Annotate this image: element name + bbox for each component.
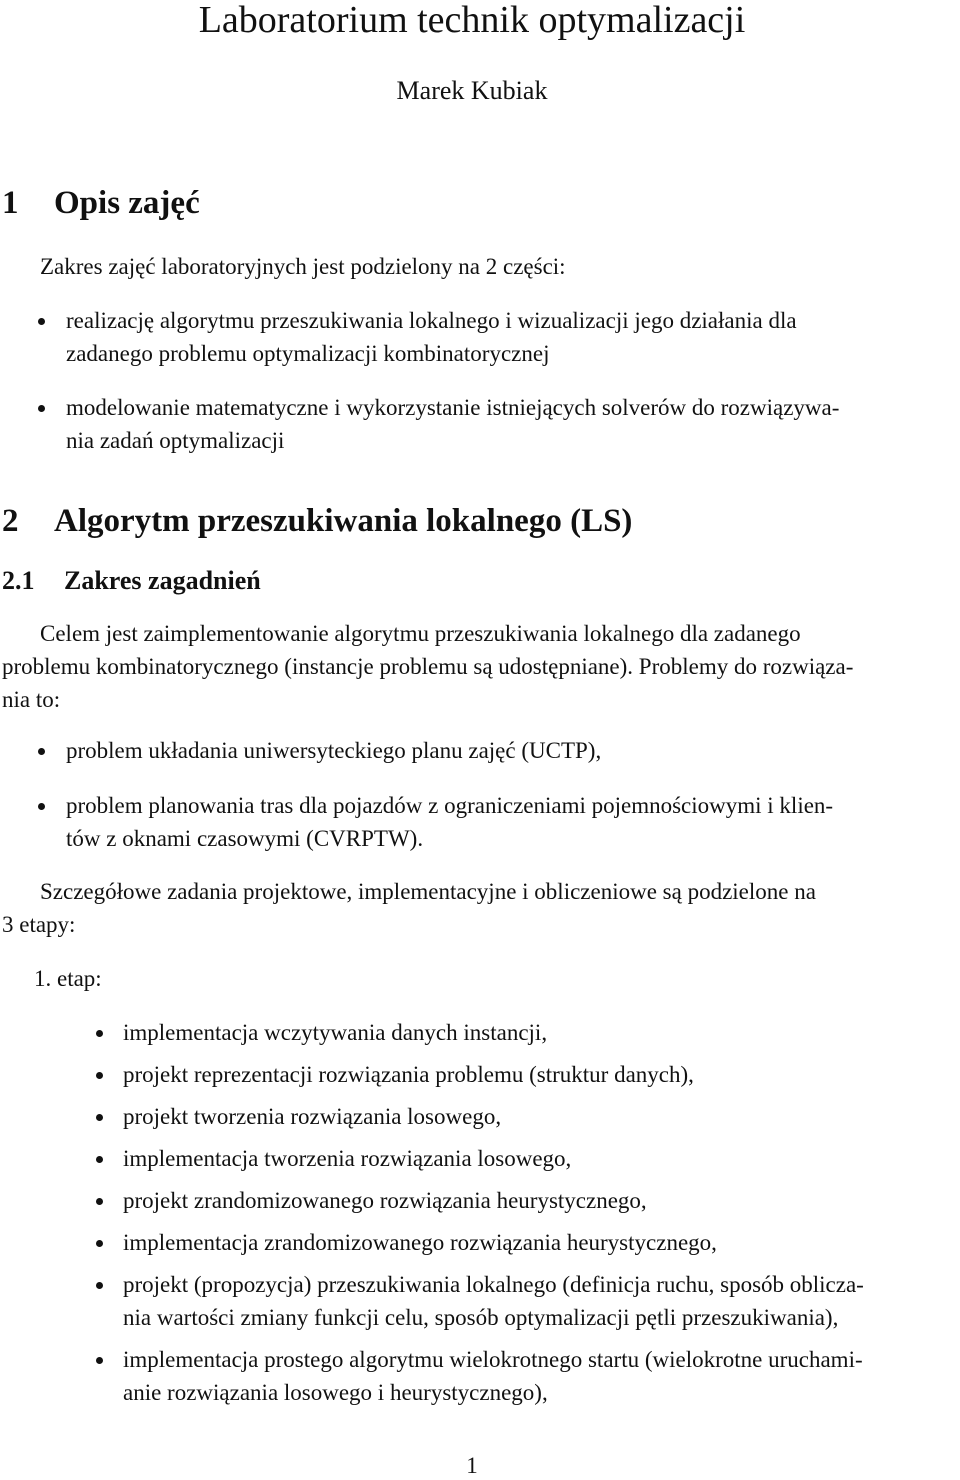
bullet-icon [38, 405, 45, 412]
list-item-line: projekt tworzenia rozwiązania losowego, [123, 1104, 502, 1129]
bullet-icon [96, 1282, 103, 1289]
list-item-line: realizację algorytmu przeszukiwania lokalnego i wizualizacji jego działania dla [66, 308, 797, 333]
list-item-line: problem układania uniwersyteckiego planu zajęć (UCTP), [66, 738, 602, 763]
page-number: 1 [466, 1453, 478, 1478]
author-name: Marek Kubiak [396, 76, 548, 105]
list-item-line: tów z oknami czasowymi (CVRPTW). [66, 826, 424, 851]
section-1-heading [2, 184, 200, 222]
section-1-intro: Zakres zajęć laboratoryjnych jest podzielony na 2 części: [40, 254, 566, 279]
bullet-icon [96, 1156, 103, 1163]
section-1-title: Opis zajęć [54, 185, 200, 221]
list-item-line: projekt reprezentacji rozwiązania problemu (struktur danych), [123, 1062, 694, 1087]
bullet-icon [38, 318, 45, 325]
bullet-icon [96, 1198, 103, 1205]
bullet-icon [38, 748, 45, 755]
section-2-title: Algorytm przeszukiwania lokalnego (LS) [54, 503, 633, 539]
list-item-line: implementacja prostego algorytmu wielokrotnego startu (wielokrotne uruchami- [123, 1347, 863, 1372]
list-item-line: modelowanie matematyczne i wykorzystanie istniejących solverów do rozwiązywa- [66, 395, 840, 420]
document-title: Laboratorium technik optymalizacji [198, 0, 746, 41]
paragraph-line: nia to: [2, 687, 61, 712]
bullet-icon [96, 1240, 103, 1247]
bullet-icon [38, 803, 45, 810]
list-item-line: projekt (propozycja) przeszukiwania lokalnego (definicja ruchu, sposób oblicza- [123, 1272, 864, 1297]
bullet-icon [96, 1114, 103, 1121]
paragraph-line: Szczegółowe zadania projektowe, implementacyjne i obliczeniowe są podzielone na [40, 879, 816, 904]
subsection-2-1-title: Zakres zagadnień [64, 566, 261, 595]
list-item-line: zadanego problemu optymalizacji kombinatorycznej [66, 341, 550, 366]
stage-1-label: 1. etap: [34, 966, 102, 991]
paragraph-line: Celem jest zaimplementowanie algorytmu przeszukiwania lokalnego dla zadanego [40, 621, 801, 646]
bullet-icon [96, 1357, 103, 1364]
paragraph-line: problemu kombinatorycznego (instancje problemu są udostępniane). Problemy do rozwiąza- [2, 654, 854, 679]
list-item-line: problem planowania tras dla pojazdów z ograniczeniami pojemnościowymi i klien- [66, 793, 834, 818]
list-item-line: implementacja wczytywania danych instancji, [123, 1020, 548, 1045]
subsection-2-1-number: 2.1 [2, 566, 35, 595]
section-2-heading [2, 502, 632, 540]
list-item-line: nia wartości zmiany funkcji celu, sposób optymalizacji pętli przeszukiwania), [123, 1305, 839, 1330]
list-item-line: anie rozwiązania losowego i heurystycznego), [123, 1380, 548, 1405]
section-1-number: 1 [2, 185, 19, 221]
list-item-line: nia zadań optymalizacji [66, 428, 285, 453]
bullet-icon [96, 1030, 103, 1037]
list-item-line: implementacja tworzenia rozwiązania losowego, [123, 1146, 572, 1171]
list-item-line: projekt zrandomizowanego rozwiązania heurystycznego, [123, 1188, 647, 1213]
subsection-2-1-heading [2, 566, 261, 596]
section-2-number: 2 [2, 503, 19, 539]
list-item-line: implementacja zrandomizowanego rozwiązania heurystycznego, [123, 1230, 717, 1255]
bullet-icon [96, 1072, 103, 1079]
paragraph-line: 3 etapy: [2, 912, 76, 937]
